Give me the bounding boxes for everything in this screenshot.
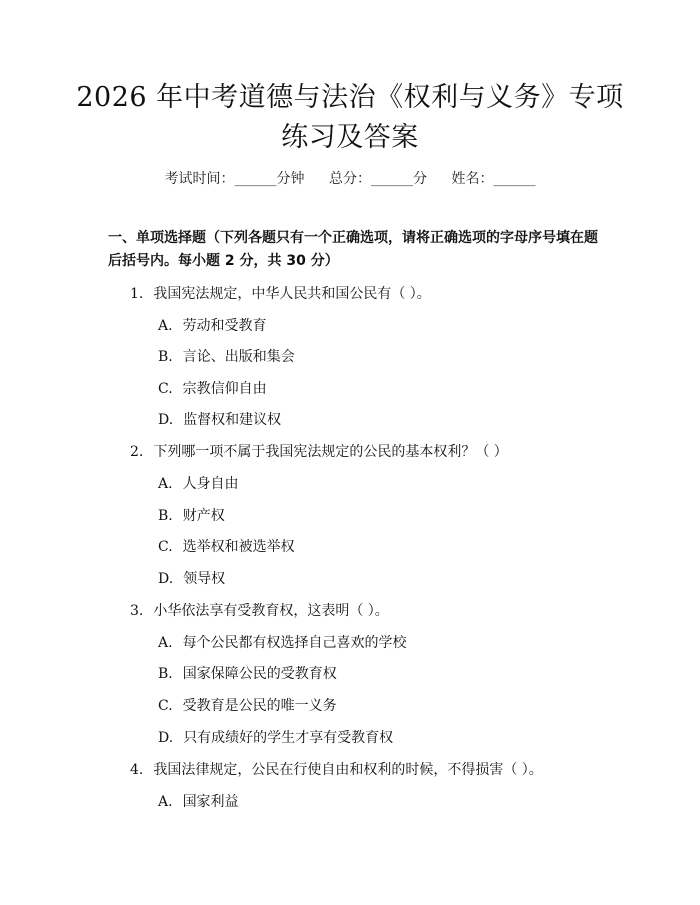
question-text: 下列哪一项不属于我国宪法规定的公民的基本权利？（ ） [153,444,508,460]
exam-time: 考试时间：______分钟 [164,171,305,187]
exam-total-score: 总分：______分 [329,171,427,187]
option-text: 言论、出版和集会 [182,349,295,365]
exam-name: 姓名：______ [451,171,536,187]
option-text: 劳动和受教育 [182,318,267,334]
question-2-option-d [158,568,225,588]
option-letter: C. [158,381,173,397]
option-text: 国家利益 [182,794,239,810]
option-letter: A. [158,794,173,810]
question-3-option-d [158,727,393,747]
exam-meta [0,168,700,188]
question-1 [130,283,431,303]
question-1-option-b [158,346,295,366]
question-4 [130,759,543,779]
option-text: 领导权 [183,571,226,587]
question-2 [130,441,508,461]
option-letter: B. [158,508,173,524]
question-3 [130,600,389,620]
question-1-option-a [158,315,267,335]
option-letter: A. [158,476,173,492]
option-letter: B. [158,666,173,682]
option-text: 财产权 [182,508,225,524]
option-text: 只有成绩好的学生才享有受教育权 [183,730,394,746]
option-letter: D. [158,571,174,587]
option-text: 监督权和建议权 [183,412,282,428]
option-text: 宗教信仰自由 [182,381,267,397]
question-3-option-c [158,695,337,715]
question-number: 4. [130,762,144,778]
question-number: 2. [130,444,144,460]
option-letter: D. [158,412,174,428]
question-1-option-c [158,378,267,398]
option-letter: C. [158,539,173,555]
question-text: 我国宪法规定，中华人民共和国公民有（ ）。 [153,286,431,302]
section-title: 一、单项选择题（下列各题只有一个正确选项，请将正确选项的字母序号填在题后括号内。每小题 2 分，共 30 分） [108,230,598,269]
question-3-option-a [158,632,407,652]
option-letter: A. [158,635,173,651]
option-text: 选举权和被选举权 [182,539,295,555]
option-text: 每个公民都有权选择自己喜欢的学校 [182,635,407,651]
question-4-option-a [158,791,239,811]
question-text: 我国法律规定，公民在行使自由和权利的时候，不得损害（ ）。 [153,762,543,778]
question-2-option-b [158,505,225,525]
option-letter: C. [158,698,173,714]
option-letter: A. [158,318,173,334]
question-number: 1. [130,286,144,302]
title-line-1: 2026 年中考道德与法治《权利与义务》专项 [76,82,624,113]
option-letter: D. [158,730,174,746]
question-1-option-d [158,409,281,429]
title-line-2: 练习及答案 [281,122,419,153]
question-number: 3. [130,603,144,619]
document-title [60,78,640,158]
question-2-option-a [158,473,239,493]
question-2-option-c [158,536,295,556]
option-letter: B. [158,349,173,365]
option-text: 受教育是公民的唯一义务 [182,698,337,714]
option-text: 国家保障公民的受教育权 [182,666,337,682]
question-text: 小华依法享有受教育权，这表明（ ）。 [153,603,389,619]
option-text: 人身自由 [182,476,239,492]
question-3-option-b [158,663,337,683]
